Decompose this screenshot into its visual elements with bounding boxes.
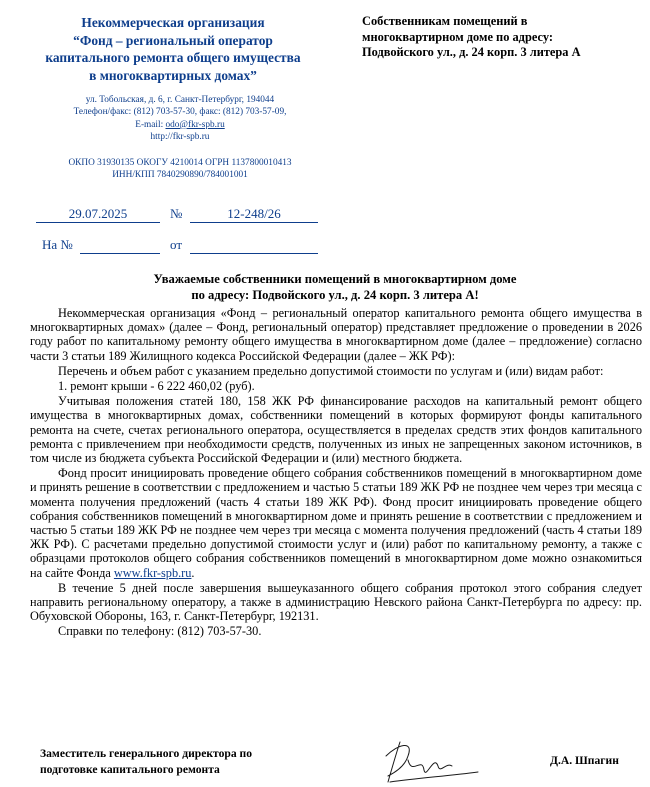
salutation-line: по адресу: Подвойского ул., д. 24 корп. 3 литера А!	[191, 288, 479, 303]
addressee-block	[362, 14, 642, 61]
salutation-line: Уважаемые собственники помещений в многоквартирном доме	[153, 272, 517, 286]
letter-body	[30, 306, 642, 640]
organization-contacts	[60, 94, 300, 144]
addressee-line: Подвойского ул., д. 24 корп. 3 литера А	[362, 45, 581, 60]
email-link[interactable]: odo@fkr-spb.ru	[165, 119, 225, 130]
organization-address: ул. Тобольская, д. 6, г. Санкт-Петербург, 194044	[85, 95, 275, 105]
incoming-registration	[0, 237, 650, 257]
organization-title-line: капитального ремонта общего имущества	[45, 50, 301, 66]
signatory-position-line: подготовке капитального ремонта	[40, 763, 220, 777]
organization-inn: ИНН/КПП 7840290890/784001001	[112, 170, 248, 181]
from-label: от	[170, 237, 183, 252]
website-link[interactable]: http://fkr-spb.ru	[150, 132, 210, 143]
organization-codes	[48, 157, 312, 182]
reply-to-date	[190, 237, 318, 254]
organization-title-line: Некоммерческая организация	[81, 15, 265, 30]
signatory-position	[40, 746, 310, 778]
body-paragraph: Справки по телефону: (812) 703-57-30.	[58, 624, 262, 639]
number-sign: №	[170, 206, 183, 221]
body-paragraph: В течение 5 дней после завершения вышеуказанного общего собрания протокол этого собрания следует направить региональному оператору, а также в администрацию Невского района Санкт-Петербурга по адресу: пр. Обуховской Обороны, 163, г. Санкт-Петербург, 192131.	[30, 580, 642, 624]
body-paragraph-text: Фонд просит инициировать проведение общего собрания собственников помещений в многоквартирном доме и принять решение в соответствии с предложением и частью 5 статьи 189 ЖК РФ не позднее чем через три месяца с момента получения предложений (часть 4 статьи 189 ЖК РФ). Фонд просит инициировать проведение общего собрания собственников помещений в многоквартирном доме и принять решение в соответствии с предложением и частью 5 статьи 189 ЖК РФ не позднее чем через три месяца с момента получения предложений (часть 4 статьи 189 ЖК РФ). С расчетами предельно допустимой стоимости услуг и (или) работ по капитальному ремонту, а также с образцами протоколов общего собрания собственников помещений в многоквартирном доме можно ознакомиться на сайте Фонда	[30, 466, 642, 580]
reply-to-number	[80, 237, 160, 254]
organization-title	[28, 14, 318, 84]
organization-phone: Телефон/факс: (812) 703-57-30, факс: (812) 703-57-09,	[73, 107, 287, 118]
organization-email-row	[60, 119, 300, 131]
salutation	[40, 271, 630, 304]
email-label: E-mail:	[135, 119, 164, 130]
addressee-line: многоквартирном доме по адресу:	[362, 29, 553, 44]
body-paragraph: Некоммерческая организация «Фонд – региональный оператор капитального ремонта общего имущества в многоквартирных домах» (далее – Фонд, региональный оператор) представляет предложение о проведении в 2026 году работ по капитальному ремонту общего имущества в многоквартирном доме (далее – предложение) согласно части 3 статьи 189 Жилищного кодекса Российской Федерации (далее – ЖК РФ):	[30, 306, 642, 363]
body-paragraph	[30, 466, 642, 580]
work-list-item: 1. ремонт крыши - 6 222 460,02 (руб).	[58, 379, 255, 394]
body-paragraph-end: .	[191, 565, 195, 580]
addressee-line: Собственникам помещений в	[362, 14, 528, 28]
organization-title-line: в многоквартирных домах”	[89, 67, 257, 83]
fund-website-link[interactable]: www.fkr-spb.ru	[113, 565, 192, 580]
outgoing-number: 12-248/26	[190, 206, 318, 223]
reply-to-label: На №	[42, 237, 73, 252]
organization-registry-codes: ОКПО 31930135 ОКОГУ 4210014 ОГРН 1137800010413	[68, 158, 292, 168]
signatory-position-line: Заместитель генерального директора по	[40, 747, 252, 760]
body-paragraph: Учитывая положения статей 180, 158 ЖК РФ финансирование расходов на капитальный ремонт общего имущества в многоквартирных домах, собственники помещений в которых формируют фонды капитального ремонта на счете, счетах регионального оператора, осуществляется в пределах средств этих фондов капитального ремонта с привлечением при необходимости средств, полученных из иных не запрещенных законом источников, в том числе из бюджета субъекта Российской Федерации и (или) местного бюджета.	[30, 394, 642, 466]
signatory-name: Д.А. Шпагин	[550, 754, 619, 767]
body-paragraph: Перечень и объем работ с указанием предельно допустимой стоимости по услугам и (или) видам работ:	[58, 363, 604, 378]
outgoing-registration	[0, 206, 650, 226]
outgoing-date: 29.07.2025	[36, 206, 160, 223]
organization-title-line: “Фонд – региональный оператор	[73, 32, 273, 48]
handwritten-signature	[378, 736, 488, 786]
